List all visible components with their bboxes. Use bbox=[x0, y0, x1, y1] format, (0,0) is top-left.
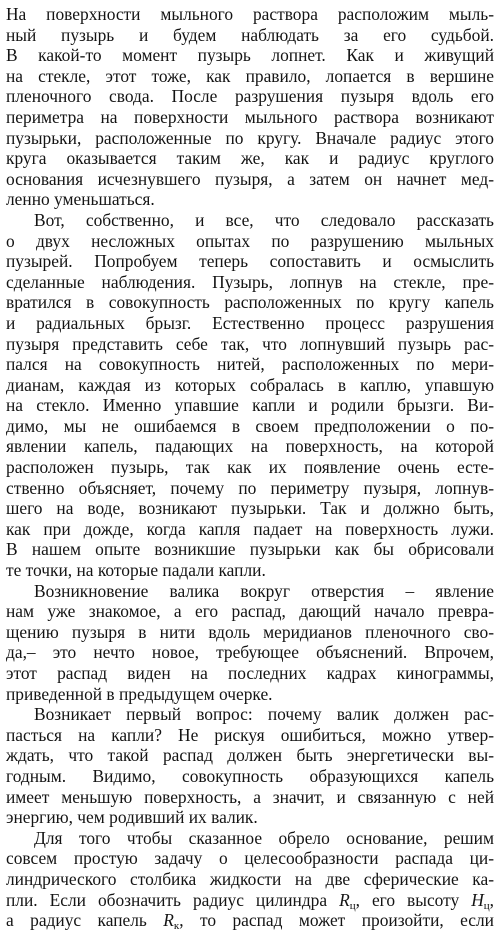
text-line: вратился в совокупность расположенных по кругу капель bbox=[6, 292, 494, 313]
text-line: дианам, каждая из которых собралась в каплю, упавшую bbox=[6, 374, 494, 395]
text-line: ждать, что такой распад должен быть энергетически вы- bbox=[6, 745, 494, 766]
text-line: пленочного свода. После разрушения пузыря вдоль его bbox=[6, 86, 494, 107]
text-line: Вот, собственно, и все, что следовало рассказать bbox=[34, 209, 494, 230]
text-line: Для того чтобы сказанное обрело основание, решим bbox=[34, 827, 494, 848]
text-line: димо, мы не ошибаемся в своем предположении о по- bbox=[6, 415, 494, 436]
text-line: щению пузыря в нити вдоль меридианов пленочного сво- bbox=[6, 621, 494, 642]
text-line: ный пузырь и будем наблюдать за его судьбой. bbox=[6, 24, 494, 45]
formula-line bbox=[6, 910, 494, 931]
text-line: имеет меньшую поверхность, а значит, и связанную с ней bbox=[6, 786, 494, 807]
text-line: основания исчезнувшего пузыря, а затем он начнет мед- bbox=[6, 168, 494, 189]
text-line: те точки, на которые падали капли. bbox=[6, 560, 266, 581]
text-line: этот распад виден на последних кадрах кинограммы, bbox=[6, 663, 494, 683]
text-line: На поверхности мыльного раствора расположим мыль- bbox=[6, 4, 494, 24]
text-line: пался на совокупность нитей, расположенных по мери- bbox=[6, 354, 494, 375]
text-line: да,– это нечто новое, требующее объяснений. Впрочем, bbox=[6, 642, 494, 663]
paragraph-5 bbox=[6, 828, 494, 931]
text-line: круга оказывается таким же, как и радиус круглого bbox=[6, 148, 494, 169]
text-line: В какой-то момент пузырь лопнет. Как и живущий bbox=[6, 45, 494, 66]
formula-text: , его высоту bbox=[355, 889, 460, 910]
formula-subscript: ц bbox=[483, 899, 490, 912]
formula-text: , то распад может произойти, если bbox=[179, 910, 494, 931]
text-line: о двух несложных опытах по разрушению мыльных bbox=[6, 230, 494, 251]
formula-variable: H bbox=[471, 889, 484, 910]
text-line: пузырьки, расположенные по кругу. Вначале радиус этого bbox=[6, 127, 494, 148]
formula-subscript: к bbox=[173, 920, 180, 932]
text-line: Возникает первый вопрос: почему валик должен рас- bbox=[34, 704, 494, 725]
text-line: шего на воде, возникают пузырьки. Так и должно быть, bbox=[6, 498, 494, 519]
formula-variable: R bbox=[339, 889, 350, 910]
text-line: линдрического столбика жидкости на две сферические ка- bbox=[6, 868, 494, 889]
text-line: на стекло. Именно упавшие капли и родили брызги. Ви- bbox=[6, 395, 494, 416]
paragraph-2 bbox=[6, 210, 494, 581]
text-line: энергию, чем родивший их валик. bbox=[6, 807, 258, 828]
text-line: расположен пузырь, так как их появление очень есте- bbox=[6, 457, 494, 478]
text-line: как при дожде, когда капля падает на поверхность лужи. bbox=[6, 518, 494, 539]
book-page bbox=[6, 4, 495, 932]
text-line: годным. Видимо, совокупность образующихся капель bbox=[6, 765, 494, 786]
paragraph-3 bbox=[6, 581, 494, 705]
formula-variable: R bbox=[163, 910, 174, 931]
text-line: периметра на поверхности мыльного раствора возникают bbox=[6, 106, 494, 127]
text-line: приведенной в предыдущем очерке. bbox=[6, 683, 273, 704]
text-line: Возникновение валика вокруг отверстия – явление bbox=[34, 580, 494, 601]
text-line: нам уже знакомое, а его распад, дающий начало превра- bbox=[6, 601, 494, 622]
formula-text: а радиус капель bbox=[6, 910, 147, 931]
text-line: ленно уменьшаться. bbox=[6, 189, 155, 210]
text-line: пасться на капли? Не рискуя ошибиться, можно утвер- bbox=[6, 724, 494, 745]
formula-line bbox=[6, 890, 494, 911]
text-line: В нашем опыте возникшие пузырьки как бы обрисовали bbox=[6, 539, 494, 560]
text-line: и радиальных брызг. Естественно процесс разрушения bbox=[6, 312, 494, 333]
formula-subscript: ц bbox=[349, 899, 356, 912]
text-line: совсем простую задачу о целесообразности распада ци- bbox=[6, 848, 494, 869]
paragraph-1 bbox=[6, 4, 494, 210]
text-line: пузырей. Попробуем теперь сопоставить и осмыслить bbox=[6, 251, 494, 272]
text-line: ственно объясняет, почему по периметру пузыря, лопнув- bbox=[6, 477, 494, 498]
text-line: явлении капель, падающих на поверхность, на которой bbox=[6, 436, 494, 457]
text-line: пузыря представить себе так, что лопнувший пузырь рас- bbox=[6, 333, 494, 354]
text-line: сделанные наблюдения. Пузырь, лопнув на стекле, пре- bbox=[6, 271, 494, 292]
paragraph-4 bbox=[6, 704, 494, 828]
text-line: на стекле, этот тоже, как правило, лопается в вершине bbox=[6, 65, 494, 86]
formula-text: , bbox=[489, 889, 495, 910]
formula-text: пли. Если обозначить радиус цилиндра bbox=[6, 889, 328, 910]
